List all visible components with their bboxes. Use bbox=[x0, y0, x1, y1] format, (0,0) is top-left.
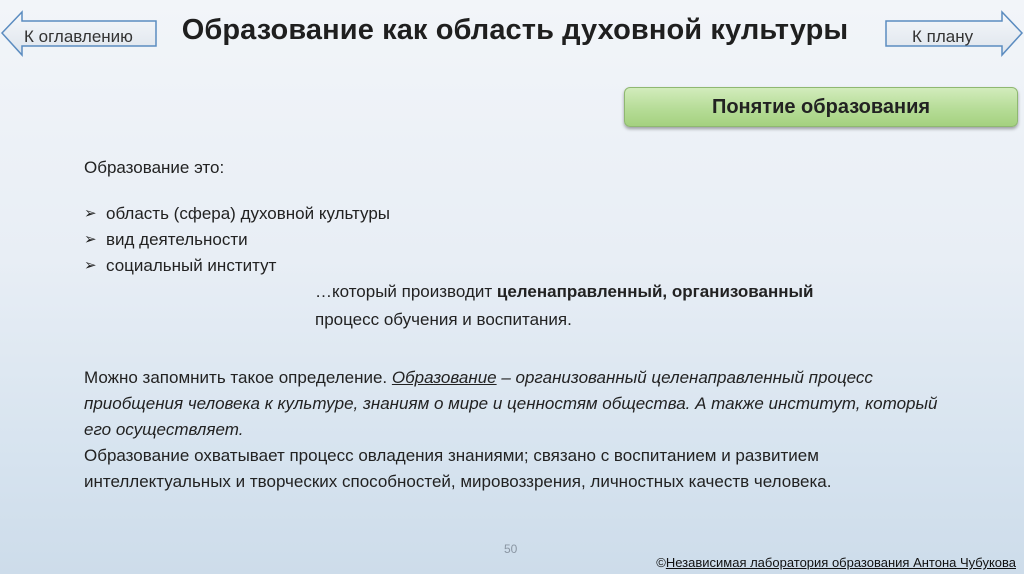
definition-dash: – bbox=[496, 368, 516, 387]
definition-term: Образование bbox=[391, 368, 497, 387]
list-item-text: социальный институт bbox=[106, 256, 277, 275]
list-item-text: вид деятельности bbox=[106, 230, 248, 249]
continuation-line2: процесс обучения и воспитания. bbox=[315, 310, 572, 329]
list-item-text: область (сфера) духовной культуры bbox=[106, 204, 391, 223]
to-plan-label: К плану bbox=[912, 27, 974, 46]
page-title: Образование как область духовной культуры bbox=[181, 14, 849, 46]
scope-paragraph: Образование охватывает процесс овладения знаниями; связано с воспитанием и развитием интеллектуальных и творческих способностей, мировоззрения, личностных качеств человека. bbox=[84, 446, 832, 491]
back-to-contents-label: К оглавлению bbox=[24, 27, 133, 46]
bullet-arrow-icon: ➢ bbox=[84, 205, 97, 222]
definition-list bbox=[84, 201, 964, 279]
to-plan-button[interactable] bbox=[866, 10, 1024, 60]
list-item bbox=[84, 227, 964, 253]
content-body bbox=[84, 155, 964, 495]
list-item bbox=[84, 253, 964, 279]
intro-text: Образование это: bbox=[84, 158, 225, 177]
continuation-prefix: …который производит bbox=[315, 282, 497, 301]
back-to-contents-button[interactable] bbox=[0, 10, 162, 60]
copyright-footer bbox=[656, 555, 1016, 570]
bullet-arrow-icon: ➢ bbox=[84, 257, 97, 274]
page-number: 50 bbox=[504, 542, 518, 556]
bullet-arrow-icon: ➢ bbox=[84, 231, 97, 248]
definition-paragraph bbox=[84, 365, 964, 443]
copyright-link[interactable]: Независимая лаборатория образования Антона Чубукова bbox=[665, 555, 1016, 570]
definition-lead: Можно запомнить такое определение. bbox=[84, 368, 392, 387]
list-item bbox=[84, 201, 964, 227]
copyright-symbol: © bbox=[656, 555, 666, 570]
institution-continuation bbox=[315, 279, 964, 335]
definition-text: организованный целенаправленный процесс приобщения человека к культуре, знаниям о мире и ценностям общества. А также институт, который его осуществляет. bbox=[84, 368, 938, 439]
section-concept-button[interactable]: Понятие образования bbox=[624, 87, 1018, 127]
continuation-bold: целенаправленный, организованный bbox=[496, 282, 814, 301]
